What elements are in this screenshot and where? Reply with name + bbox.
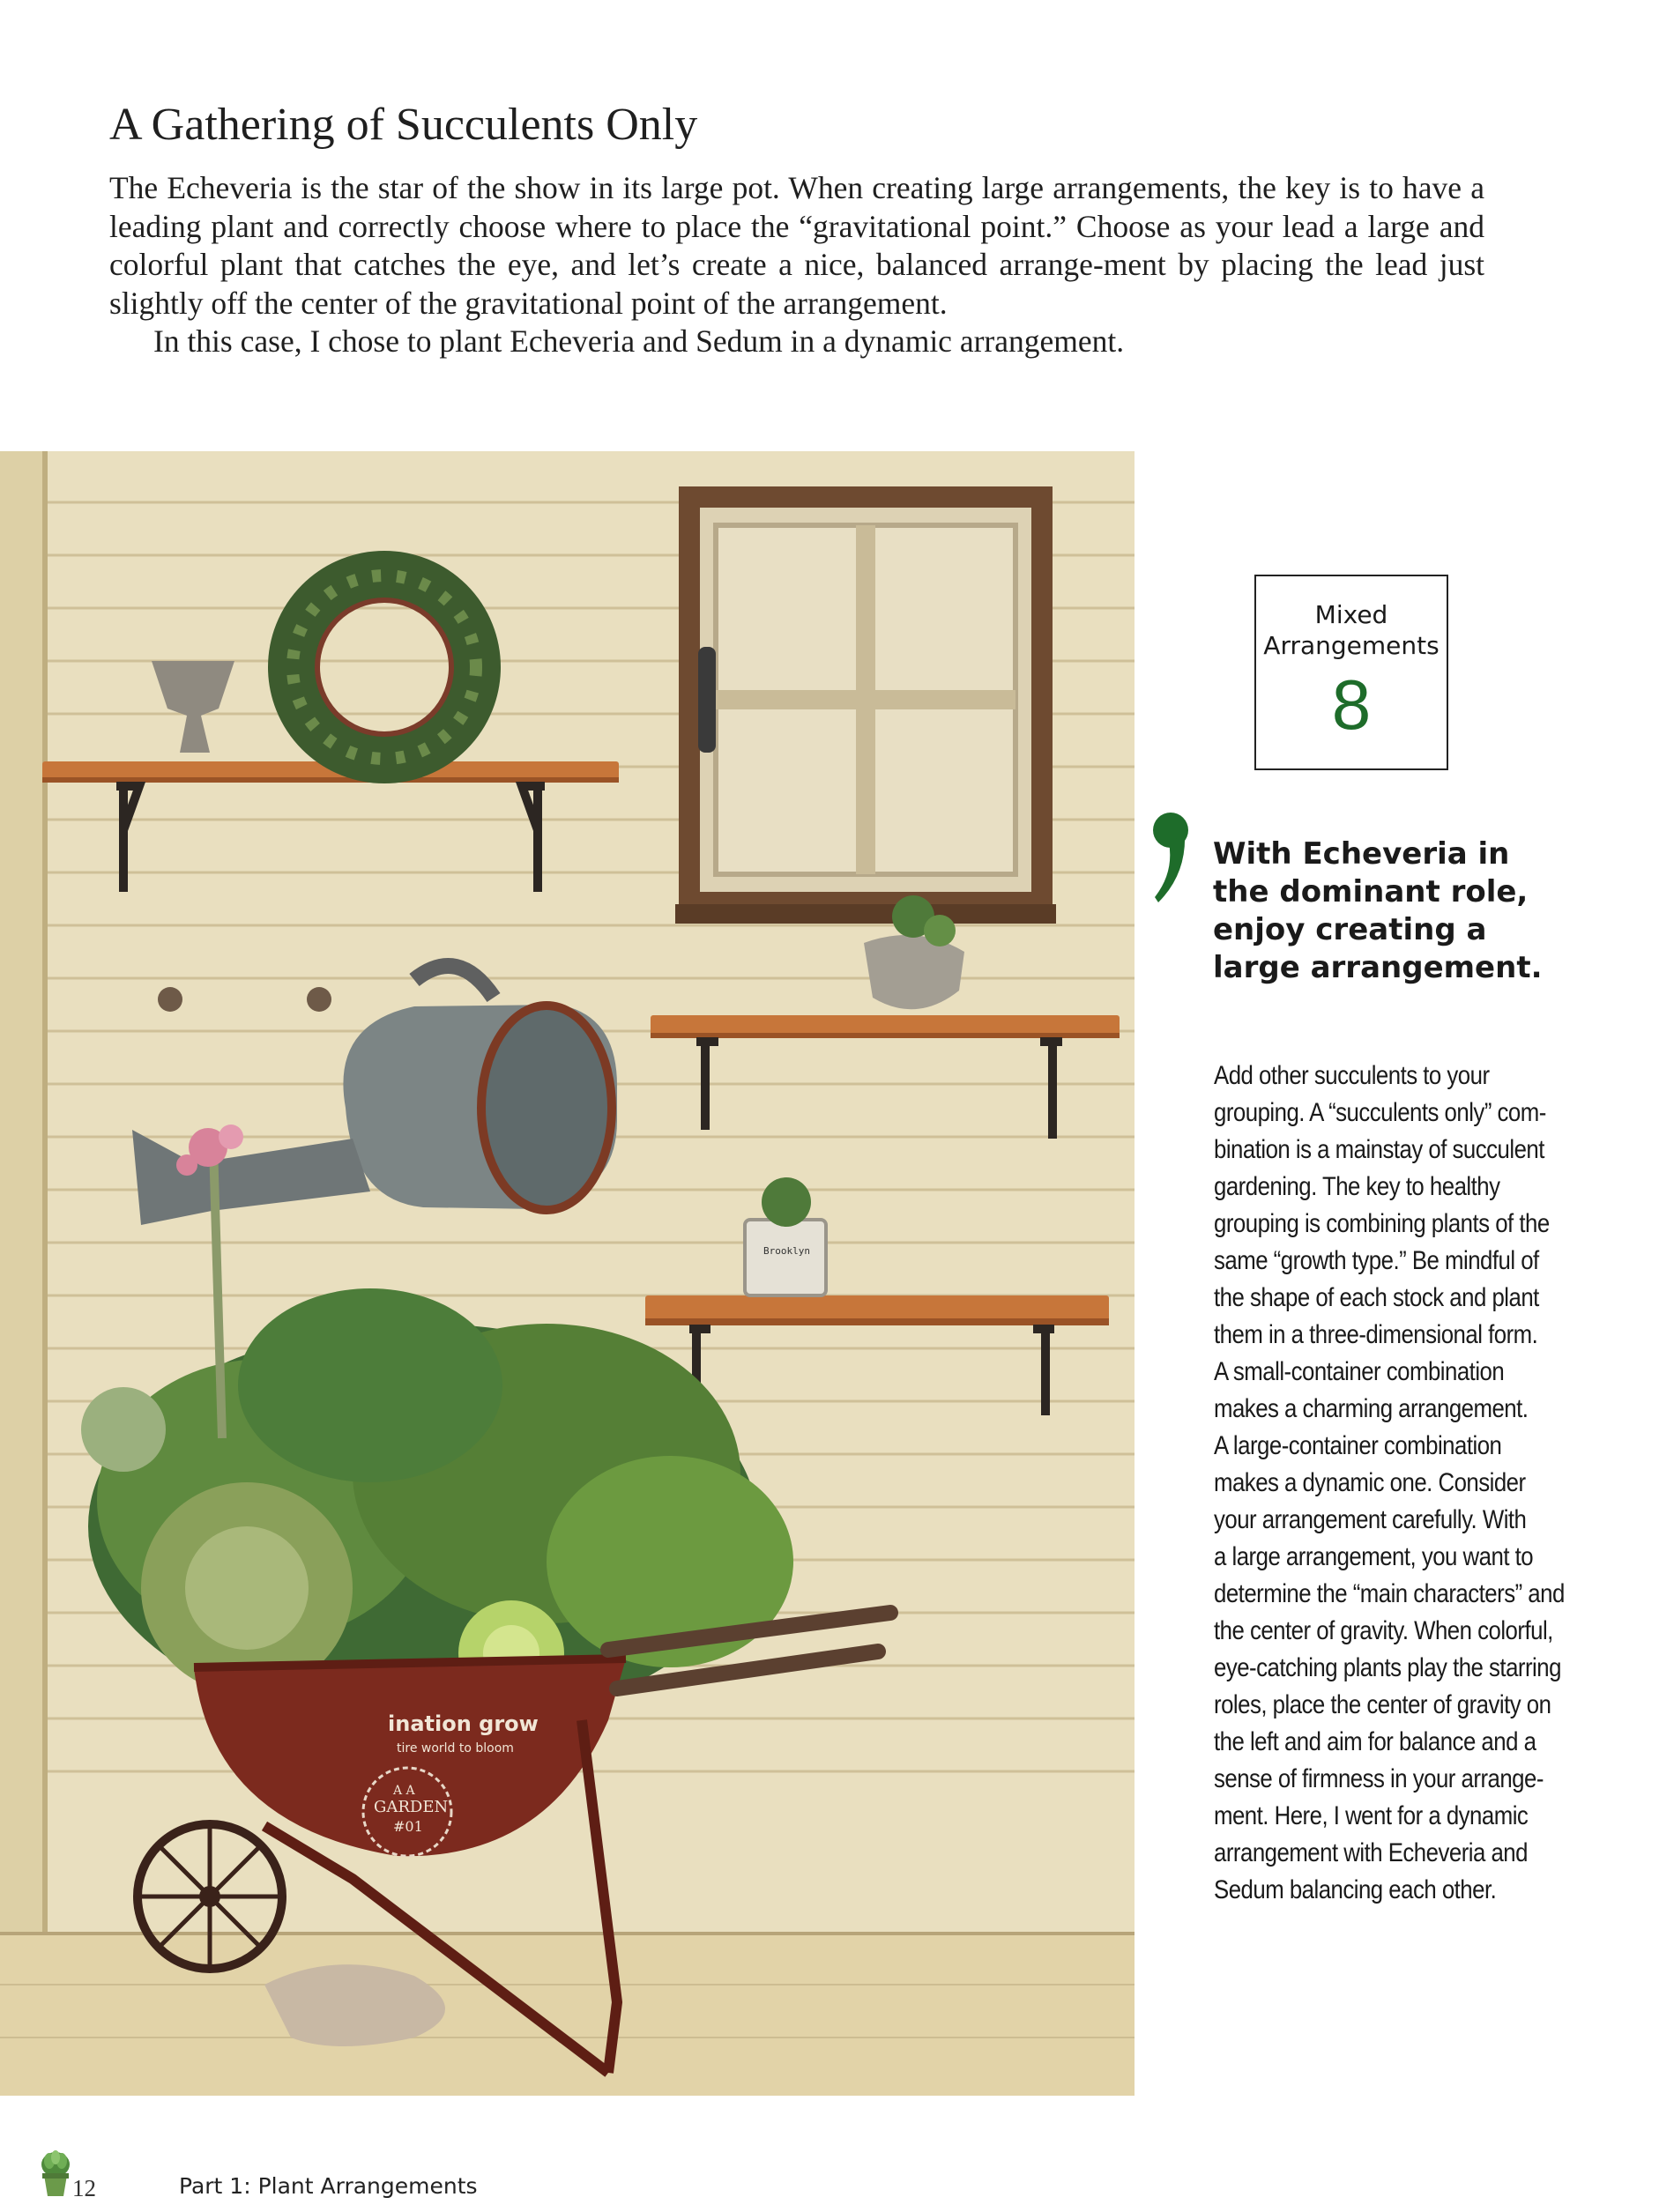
body-line: same “growth type.” Be mindful of (1214, 1246, 1539, 1275)
intro-paragraph: The Echeveria is the star of the show in its large pot. When creating large arrangements, the key is to have a leading plant and correctly choose where to place the “gravitational point.” Choose as your lead a large and colorful plant that catches the eye, and let’s create a nice, balanced arrange-ment by placing the lead just slightly off the center of the gravitational point of the arrangement. (109, 170, 1484, 321)
body-line: sense of firmness in your arrange- (1214, 1764, 1544, 1793)
side-body-text (1214, 1058, 1593, 1909)
page-number: 12 (72, 2175, 96, 2201)
intro-text (109, 169, 1484, 361)
body-line: A small-container combination (1214, 1357, 1505, 1386)
stamp-line-1: A A (393, 1784, 415, 1798)
body-line: Add other succulents to your (1214, 1061, 1490, 1090)
pull-quote: With Echeveria in the dominant role, enjoy creating a large arrangement. (1213, 836, 1543, 985)
body-line: makes a dynamic one. Consider (1214, 1468, 1526, 1497)
badge-number: 8 (1331, 665, 1372, 744)
body-line: bination is a mainstay of succulent (1214, 1135, 1544, 1164)
small-pot-label: Brooklyn (763, 1245, 810, 1257)
body-line: makes a charming arrangement. (1214, 1394, 1529, 1423)
quote-mark-icon (1146, 804, 1195, 909)
page-title: A Gathering of Succulents Only (109, 100, 698, 150)
body-line: arrangement with Echeveria and (1214, 1838, 1528, 1867)
body-line: gardening. The key to healthy (1214, 1172, 1500, 1201)
body-line: roles, place the center of gravity on (1214, 1690, 1551, 1719)
body-line: a large arrangement, you want to (1214, 1542, 1534, 1571)
body-line: Sedum balancing each other. (1214, 1875, 1497, 1904)
body-line: A large-container combination (1214, 1431, 1502, 1460)
body-line: grouping is combining plants of the (1214, 1209, 1550, 1238)
body-line: ment. Here, I went for a dynamic (1214, 1801, 1529, 1830)
stamp-line-2: GARDEN (374, 1798, 449, 1816)
body-line: the center of gravity. When colorful, (1214, 1616, 1553, 1645)
stamp-line-3: #01 (393, 1818, 423, 1835)
body-line: eye-catching plants play the starring (1214, 1653, 1561, 1682)
badge-label: Mixed Arrangements (1263, 600, 1440, 660)
body-line: grouping. A “succulents only” com- (1214, 1098, 1546, 1127)
running-footer: Part 1: Plant Arrangements (179, 2173, 478, 2199)
body-line: the shape of each stock and plant (1214, 1283, 1539, 1312)
garden-photo (0, 451, 1135, 2096)
succulent-pot-icon (39, 2149, 72, 2198)
pot-text-line-2: tire world to bloom (397, 1741, 514, 1755)
body-line: your arrangement carefully. With (1214, 1505, 1527, 1534)
body-line: them in a three-dimensional form. (1214, 1320, 1538, 1349)
intro-paragraph: In this case, I chose to plant Echeveria and Sedum in a dynamic arrangement. (153, 323, 1125, 359)
pot-text-line-1: ination grow (388, 1711, 539, 1736)
body-line: determine the “main characters” and (1214, 1579, 1565, 1608)
chapter-badge (1254, 575, 1448, 770)
body-line: the left and aim for balance and a (1214, 1727, 1536, 1756)
